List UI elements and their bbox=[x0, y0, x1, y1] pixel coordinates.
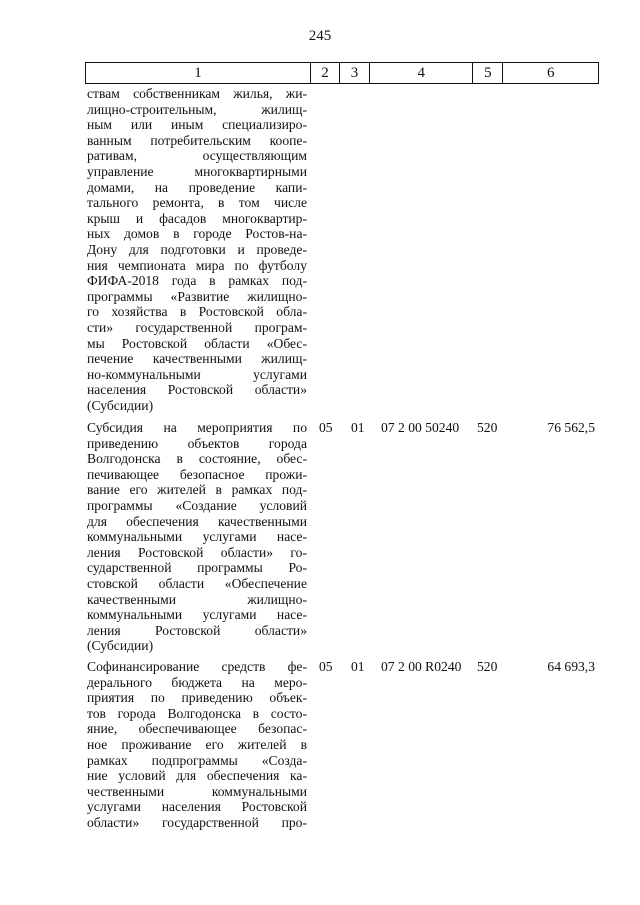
description-line: ления Ростовской области» bbox=[87, 622, 307, 638]
description-line: ФИФА-2018 года в рамках под- bbox=[87, 273, 307, 289]
description-line: ванным потребительским коопе- bbox=[87, 132, 307, 148]
description-line: Дону для подготовки и проведе- bbox=[87, 241, 307, 257]
description-line: го хозяйства в Ростовской обла- bbox=[87, 304, 307, 320]
description-line: ных домов в городе Ростов-на- bbox=[87, 226, 307, 242]
podrazdel-code: 01 bbox=[351, 420, 365, 435]
description-line: ние условий для обеспечения ка- bbox=[87, 768, 307, 784]
description-line: приятия по приведению объек- bbox=[87, 690, 307, 706]
description-line: (Субсидии) bbox=[87, 397, 154, 413]
description-line: программы «Создание условий bbox=[87, 497, 307, 513]
row-description bbox=[87, 659, 307, 831]
amount-value: 76 562,5 bbox=[547, 420, 595, 435]
description-line: вание его жителей в рамках под- bbox=[87, 482, 307, 498]
description-line: тального ремонта, в том числе bbox=[87, 195, 307, 211]
description-line: но-коммунальными услугами bbox=[87, 366, 307, 382]
column-header-3: 3 bbox=[340, 63, 370, 83]
description-line: крыш и фасадов многоквартир- bbox=[87, 210, 307, 226]
column-header-1: 1 bbox=[86, 63, 311, 83]
description-line: ния чемпионата мира по футболу bbox=[87, 257, 307, 273]
description-line: коммунальными услугами насе- bbox=[87, 607, 307, 623]
description-line: населения Ростовской области» bbox=[87, 382, 307, 398]
page-number: 245 bbox=[308, 28, 332, 44]
podrazdel-code: 01 bbox=[351, 659, 365, 674]
description-line: области» государственной про- bbox=[87, 814, 307, 830]
description-line: Субсидия на мероприятия по bbox=[87, 420, 307, 435]
expense-type-code: 520 bbox=[477, 659, 498, 674]
description-line: ления Ростовской области» го- bbox=[87, 544, 307, 560]
description-line: лищно-строительным, жилищ- bbox=[87, 101, 307, 117]
description-line: ративам, осуществляющим bbox=[87, 148, 307, 164]
description-line: приведению объектов города bbox=[87, 435, 307, 451]
description-line: яние, обеспечивающее безопас- bbox=[87, 721, 307, 737]
description-line: печение качественными жилищ- bbox=[87, 351, 307, 367]
target-article-code: 07 2 00 50240 bbox=[381, 420, 460, 435]
row-description bbox=[87, 420, 307, 654]
description-line: Волгодонска в состояние, обес- bbox=[87, 451, 307, 467]
description-line: тов города Волгодонска в состо- bbox=[87, 705, 307, 721]
description-line: мы Ростовской области «Обес- bbox=[87, 335, 307, 351]
description-line: печивающее безопасное прожи- bbox=[87, 466, 307, 482]
target-article-code: 07 2 00 R0240 bbox=[381, 659, 462, 674]
description-line: (Субсидии) bbox=[87, 638, 154, 654]
description-line: для обеспечения качественными bbox=[87, 513, 307, 529]
column-header-4: 4 bbox=[370, 63, 474, 83]
description-line: рамках подпрограммы «Созда- bbox=[87, 752, 307, 768]
description-line: домами, на проведение капи- bbox=[87, 179, 307, 195]
column-header-6: 6 bbox=[546, 64, 555, 81]
description-line: управление многоквартирными bbox=[87, 163, 307, 179]
description-line: программы «Развитие жилищно- bbox=[87, 288, 307, 304]
description-line: ствам собственникам жилья, жи- bbox=[87, 86, 307, 101]
description-line: стовской области «Обеспечение bbox=[87, 575, 307, 591]
column-header-5: 5 bbox=[473, 63, 503, 83]
expense-type-code: 520 bbox=[477, 420, 498, 435]
description-line: ное проживание его жителей в bbox=[87, 736, 307, 752]
description-line: услугами населения Ростовской bbox=[87, 799, 307, 815]
column-header-2: 2 bbox=[311, 63, 340, 83]
description-line: коммунальными услугами насе- bbox=[87, 529, 307, 545]
description-line: качественными жилищно- bbox=[87, 591, 307, 607]
amount-value: 64 693,3 bbox=[547, 659, 595, 674]
description-line: сти» государственной програм- bbox=[87, 319, 307, 335]
description-line: дерального бюджета на меро- bbox=[87, 674, 307, 690]
description-line: Софинансирование средств фе- bbox=[87, 659, 307, 674]
description-line: сударственной программы Ро- bbox=[87, 560, 307, 576]
razdel-code: 05 bbox=[319, 659, 333, 674]
description-line: ным или иным специализиро- bbox=[87, 117, 307, 133]
row-description bbox=[87, 86, 307, 413]
razdel-code: 05 bbox=[319, 420, 333, 435]
table-header bbox=[85, 62, 599, 84]
description-line: чественными коммунальными bbox=[87, 783, 307, 799]
